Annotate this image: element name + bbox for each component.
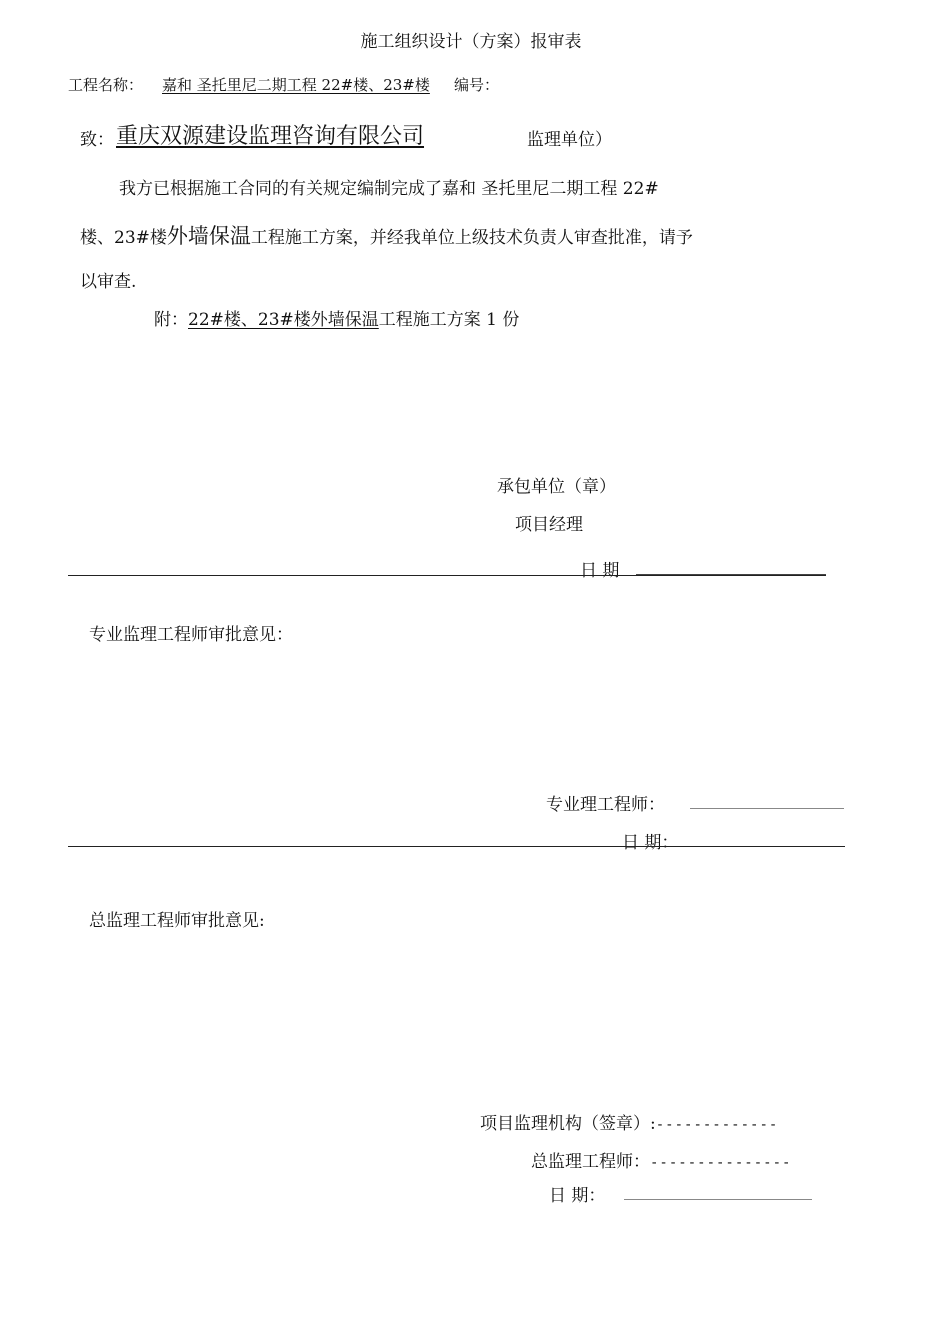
body-line-2-buildings: 楼、23#楼 [80, 228, 167, 248]
supervision-unit-label: 监理单位） [527, 130, 612, 150]
chief-engineer-text: 总监理工程师： [531, 1152, 650, 1172]
attachment-suffix: 工程施工方案 1 份 [378, 310, 520, 330]
page-title: 施工组织设计（方案）报审表 [360, 32, 582, 52]
engineer-date-label: 日 期： [622, 833, 679, 853]
chief-date-field[interactable] [624, 1181, 812, 1200]
supervision-company: 重庆双源建设监理咨询有限公司 [116, 124, 425, 149]
number-label: 编号： [454, 76, 500, 94]
chief-engineer-dashes[interactable]: --------------- [650, 1155, 792, 1171]
contractor-unit-label: 承包单位（章） [497, 477, 616, 497]
project-manager-label: 项目经理 [515, 515, 583, 535]
body-line-2-work: 外墙保温 [166, 224, 251, 248]
engineer-signature-label: 专业理工程师： [546, 795, 665, 815]
chief-engineer-label [531, 1147, 791, 1172]
section-divider-2 [68, 846, 845, 847]
engineer-signature-field[interactable] [690, 790, 844, 809]
supervision-org-text: 项目监理机构（签章）: [480, 1114, 656, 1134]
contractor-date-field[interactable] [636, 556, 826, 575]
addressee-prefix: 致： [80, 130, 114, 150]
body-line-2-rest: 工程施工方案，并经我单位上级技术负责人审查批准，请予 [250, 228, 693, 248]
project-name-label: 工程名称： [68, 76, 144, 94]
chief-date-label: 日 期： [549, 1186, 606, 1206]
body-line-3: 以审查. [80, 272, 137, 292]
engineer-opinion-label: 专业监理工程师审批意见： [89, 625, 293, 645]
body-line-2 [80, 220, 693, 250]
attachment-title: 22#楼、23#楼外墙保温 [188, 310, 379, 330]
project-name-value: 嘉和 圣托里尼二期工程 22#楼、23#楼 [162, 76, 430, 94]
contractor-date-label: 日 期 [580, 561, 620, 581]
section-divider-1 [68, 575, 826, 576]
chief-opinion-label: 总监理工程师审批意见: [89, 911, 265, 931]
supervision-org-dashes[interactable]: ------------- [655, 1117, 779, 1133]
attachment-line [154, 305, 519, 330]
supervision-org-label [480, 1109, 778, 1134]
attachment-prefix: 附： [154, 310, 188, 330]
body-line-1: 我方已根据施工合同的有关规定编制完成了嘉和 圣托里尼二期工程 22# [119, 179, 659, 199]
